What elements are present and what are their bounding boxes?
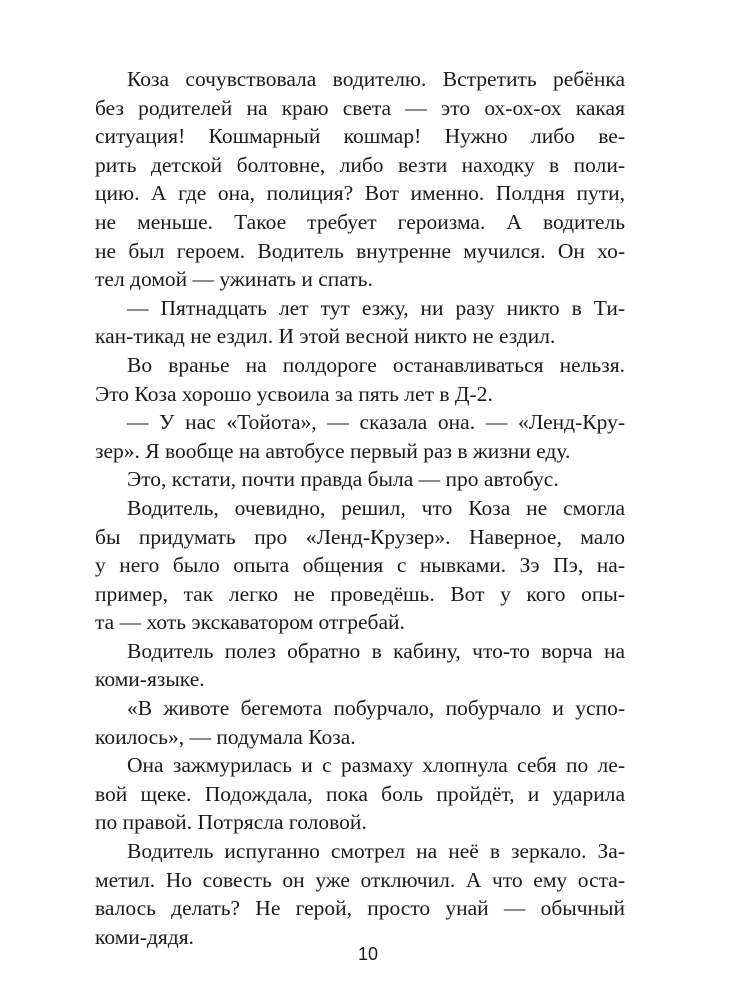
text-line: коми-языке.: [95, 667, 205, 692]
text-line: рить детской болтовне, либо везти находку в поли-: [95, 152, 625, 177]
book-page-text: [95, 65, 625, 951]
text-line: ситуация! Кошмарный кошмар! Нужно либо ве-: [95, 124, 625, 149]
text-line: бы придумать про «Ленд-Крузер». Наверное, мало: [95, 524, 625, 549]
paragraph: [95, 465, 625, 494]
text-line: по правой. Потрясла головой.: [95, 810, 367, 835]
paragraph: [95, 65, 625, 294]
paragraph: [95, 351, 625, 408]
text-line: Коза сочувствовала водителю. Встретить ребёнка: [127, 67, 625, 91]
paragraph: [95, 294, 625, 351]
paragraph: [95, 408, 625, 465]
text-line: Водитель полез обратно в кабину, что-то ворча на: [127, 638, 625, 663]
text-line: Она зажмурилась и с размаху хлопнула себя по ле-: [127, 753, 625, 778]
text-line: пример, так легко не проведёшь. Вот у кого опы-: [95, 581, 625, 606]
paragraph: [95, 494, 625, 637]
text-line: вой щеке. Подождала, пока боль пройдёт, и ударила: [95, 781, 625, 806]
paragraph: [95, 694, 625, 751]
text-line: у него было опыта общения с нывками. Зэ Пэ, на-: [95, 553, 625, 578]
text-line: та — хоть экскаватором отгребай.: [95, 610, 405, 635]
paragraph: [95, 837, 625, 951]
text-line: тел домой — ужинать и спать.: [95, 267, 373, 292]
text-line: Во вранье на полдороге останавливаться нельзя.: [127, 352, 625, 377]
text-line: без родителей на краю света — это ох-ох-ох какая: [95, 95, 625, 120]
page-number: 10: [357, 944, 379, 964]
text-line: Водитель, очевидно, решил, что Коза не смогла: [127, 495, 625, 520]
text-line: не был героем. Водитель внутренне мучился. Он хо-: [95, 238, 625, 263]
text-line: — Пятнадцать лет тут езжу, ни разу никто в Ти-: [127, 295, 625, 320]
paragraph: [95, 751, 625, 837]
text-line: валось делать? Не герой, просто унай — обычный: [95, 896, 625, 921]
text-line: Водитель испуганно смотрел на неё в зеркало. За-: [127, 839, 625, 864]
text-line: цию. А где она, полиция? Вот именно. Полдня пути,: [95, 181, 625, 206]
text-line: Это Коза хорошо усвоила за пять лет в Д-2.: [95, 381, 493, 406]
text-line: «В животе бегемота побурчало, побурчало и успо-: [127, 696, 625, 721]
text-line: метил. Но совесть он уже отключил. А что ему оста-: [95, 867, 625, 892]
text-line: коми-дядя.: [95, 924, 194, 949]
text-line: кан-тикад не ездил. И этой весной никто не ездил.: [95, 324, 556, 349]
text-line: коилось», — подумала Коза.: [95, 724, 356, 749]
paragraph: [95, 637, 625, 694]
text-line: зер». Я вообще на автобусе первый раз в жизни еду.: [95, 438, 571, 463]
text-line: Это, кстати, почти правда была — про автобус.: [127, 467, 559, 492]
text-line: не меньше. Такое требует героизма. А водитель: [95, 209, 625, 234]
text-line: — У нас «Тойота», — сказала она. — «Ленд-Кру-: [127, 410, 625, 435]
